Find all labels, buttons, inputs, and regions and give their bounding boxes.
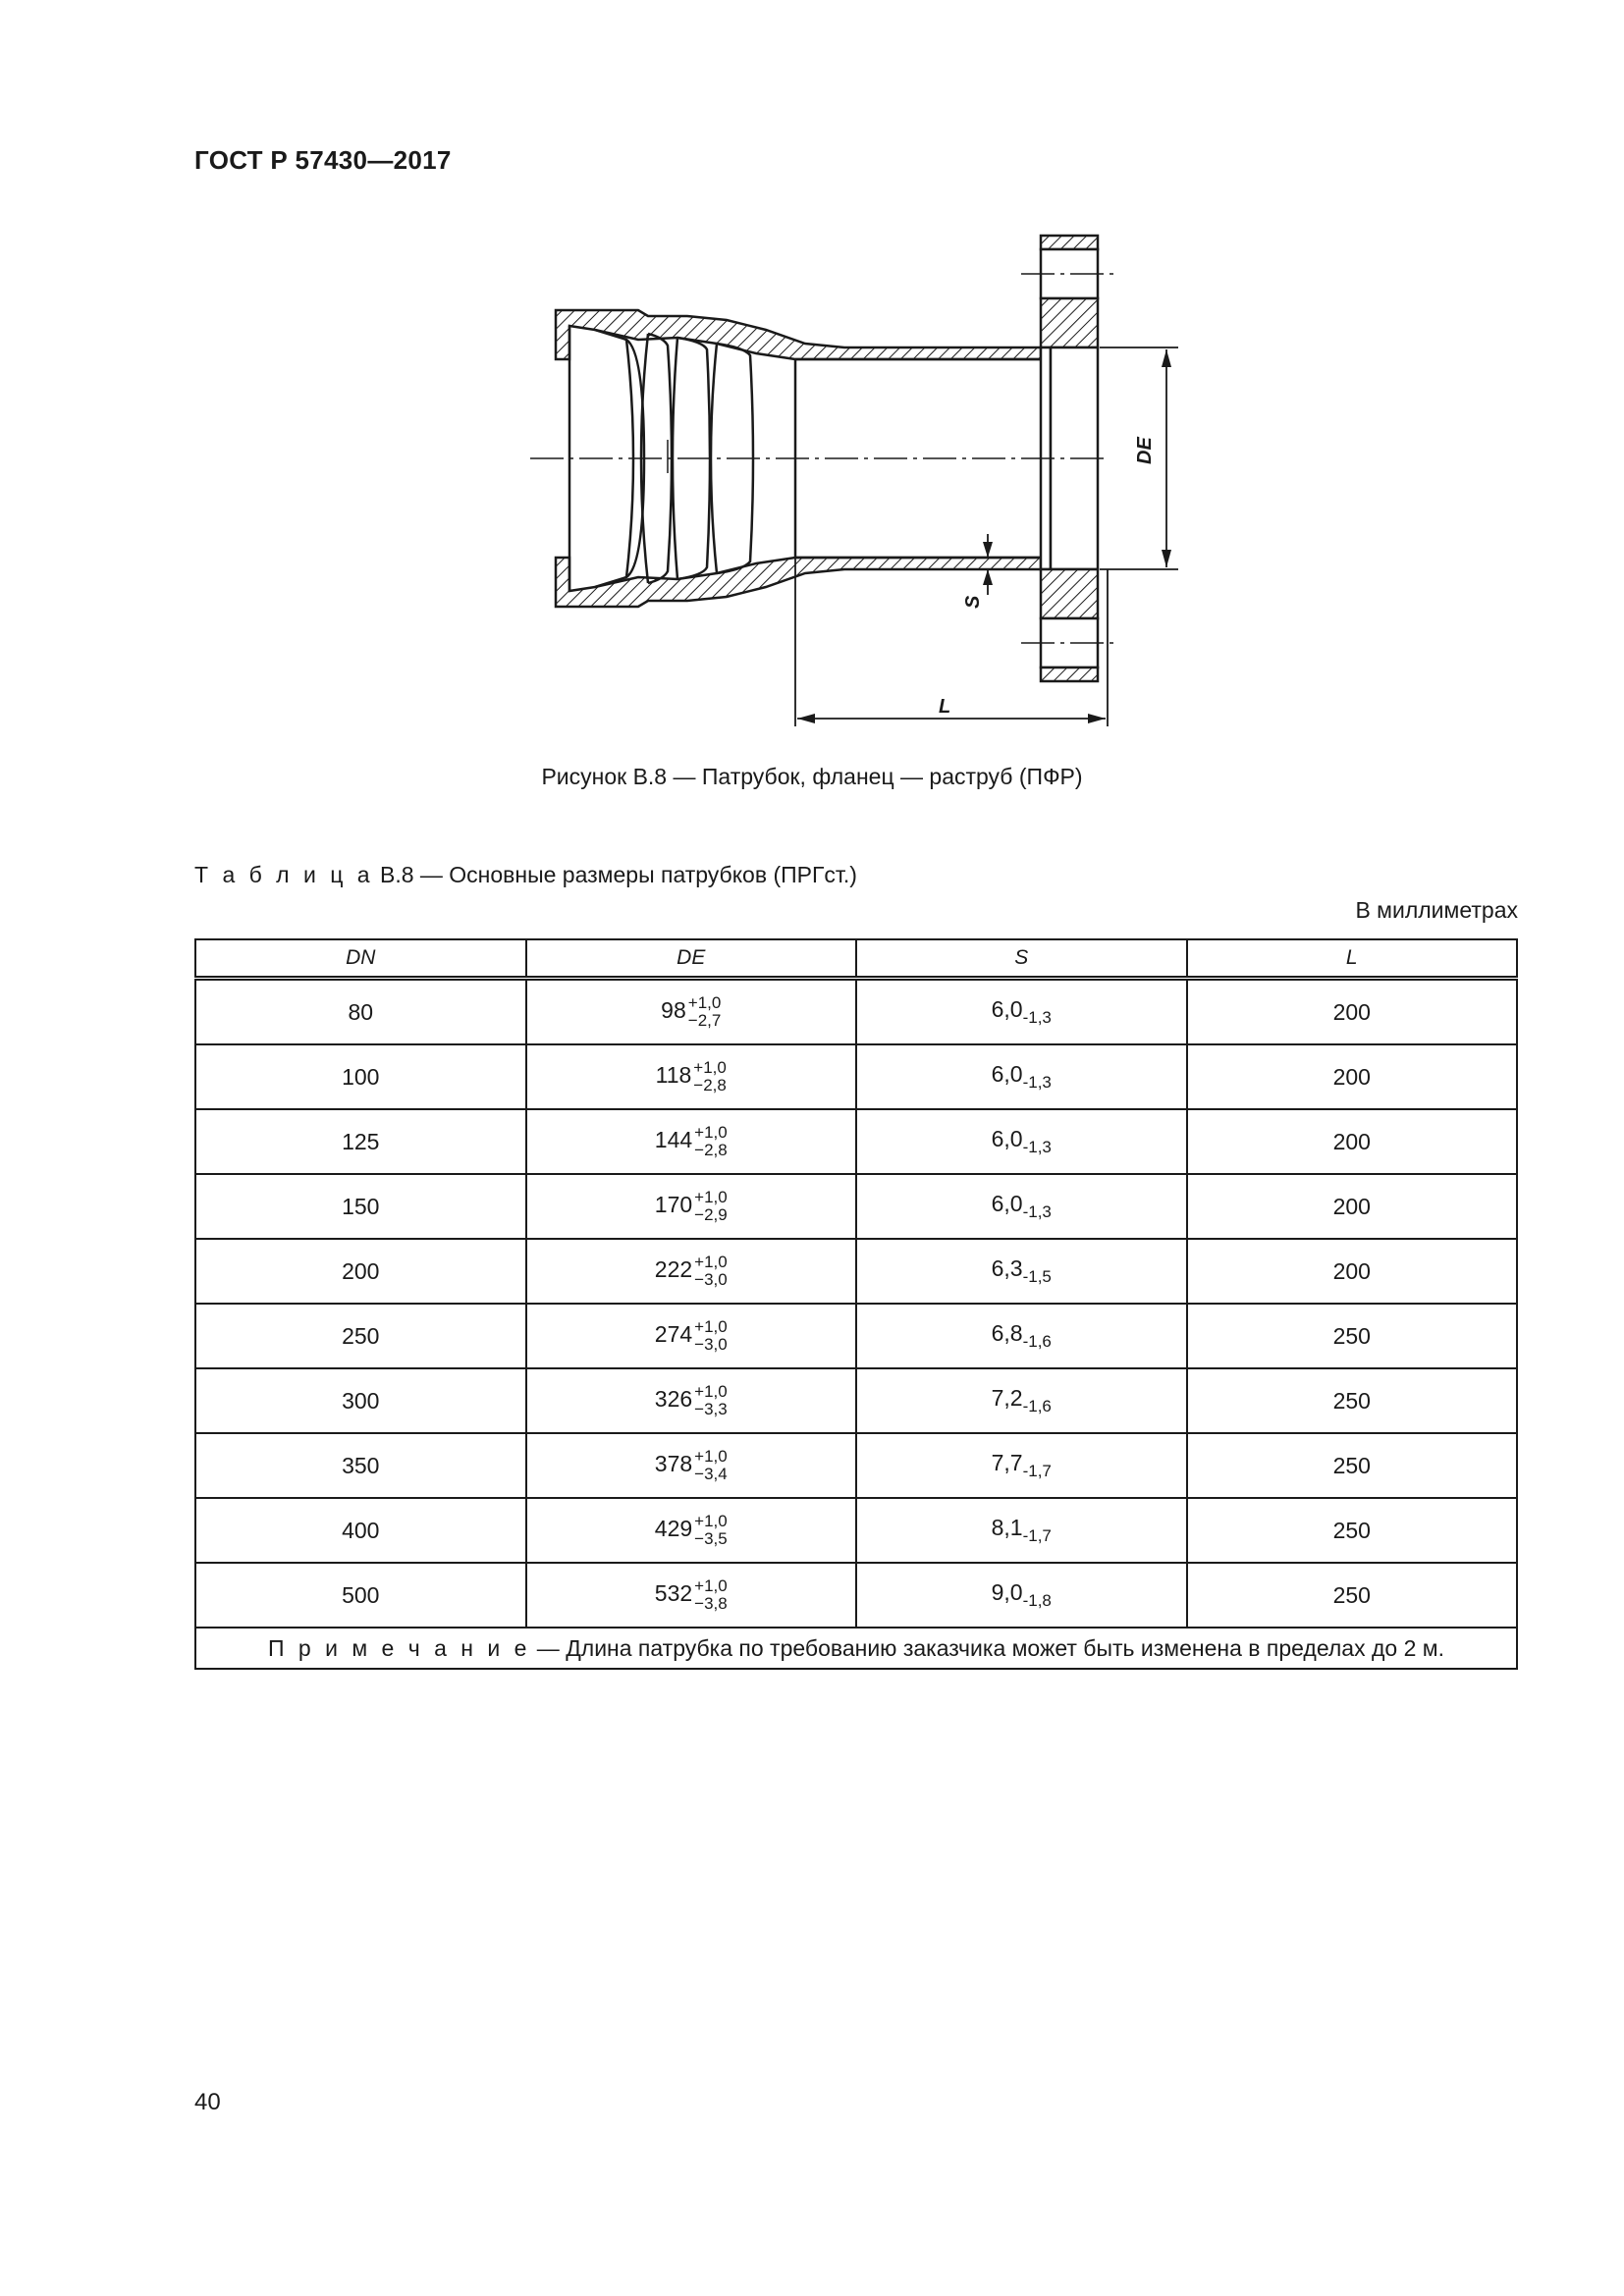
note-label: П р и м е ч а н и е	[268, 1634, 531, 1661]
de-tolerance	[694, 1383, 728, 1418]
cell-l: 200	[1187, 1174, 1518, 1239]
s-tolerance: -1,8	[1022, 1591, 1052, 1610]
s-value: 6,0	[991, 1191, 1023, 1216]
s-tolerance: -1,5	[1022, 1267, 1052, 1286]
de-lower-deviation: −2,8	[694, 1141, 728, 1159]
de-lower-deviation: −2,9	[694, 1205, 728, 1224]
dimensions-table	[194, 938, 1518, 1670]
de-upper-deviation: +1,0	[694, 1382, 728, 1401]
de-upper-deviation: +1,0	[694, 1447, 728, 1466]
cell-s	[856, 1563, 1187, 1628]
s-value: 6,3	[991, 1255, 1023, 1281]
cell-s	[856, 1433, 1187, 1498]
table-row	[195, 979, 1517, 1045]
de-lower-deviation: −3,4	[694, 1465, 728, 1483]
de-value: 98	[661, 997, 686, 1024]
de-lower-deviation: −3,3	[694, 1400, 728, 1418]
figure-caption: Рисунок В.8 — Патрубок, фланец — раструб (ПФР)	[541, 764, 1083, 789]
de-value: 532	[654, 1580, 693, 1607]
s-value: 6,0	[991, 1126, 1023, 1151]
de-tolerance	[694, 1254, 728, 1289]
de-lower-deviation: −3,8	[694, 1594, 728, 1613]
cell-dn: 350	[195, 1433, 526, 1498]
cell-dn: 150	[195, 1174, 526, 1239]
cell-de	[526, 1433, 857, 1498]
cell-dn: 300	[195, 1368, 526, 1433]
table-row	[195, 1498, 1517, 1563]
cell-dn: 200	[195, 1239, 526, 1304]
cell-l: 200	[1187, 979, 1518, 1045]
s-tolerance: -1,7	[1022, 1526, 1052, 1545]
table-row	[195, 1563, 1517, 1628]
de-tolerance	[694, 1577, 728, 1613]
de-lower-deviation: −2,8	[693, 1076, 727, 1095]
s-tolerance: -1,3	[1022, 1008, 1052, 1027]
de-value: 222	[654, 1256, 693, 1283]
cell-dn: 100	[195, 1044, 526, 1109]
table-header-row	[195, 939, 1517, 979]
page-number: 40	[194, 2089, 221, 2115]
de-value: 429	[654, 1516, 693, 1542]
pipe-drawing	[511, 224, 1178, 734]
de-value: 170	[654, 1192, 693, 1218]
units-label: В миллиметрах	[1355, 897, 1518, 923]
table-row	[195, 1368, 1517, 1433]
de-lower-deviation: −3,0	[694, 1270, 728, 1289]
table-note	[195, 1628, 1517, 1669]
document-header: ГОСТ Р 57430—2017	[194, 145, 452, 175]
cell-l: 200	[1187, 1044, 1518, 1109]
cell-dn: 400	[195, 1498, 526, 1563]
cell-dn: 500	[195, 1563, 526, 1628]
table-title-label: Т а б л и ц а	[194, 862, 374, 887]
de-upper-deviation: +1,0	[694, 1512, 728, 1530]
cell-de	[526, 1498, 857, 1563]
label-de: DE	[1134, 437, 1156, 464]
cell-s	[856, 1304, 1187, 1368]
note-text: — Длина патрубка по требованию заказчика может быть изменена в пределах до 2 м.	[530, 1634, 1444, 1661]
de-value: 274	[654, 1321, 693, 1348]
cell-l: 250	[1187, 1433, 1518, 1498]
cell-l: 250	[1187, 1498, 1518, 1563]
de-tolerance	[694, 1513, 728, 1548]
cell-de	[526, 1368, 857, 1433]
table-title	[194, 862, 857, 888]
cell-de	[526, 1563, 857, 1628]
table-row	[195, 1044, 1517, 1109]
col-header-l: L	[1187, 939, 1518, 979]
col-header-s: S	[856, 939, 1187, 979]
cell-de	[526, 1044, 857, 1109]
s-tolerance: -1,3	[1022, 1073, 1052, 1092]
s-value: 8,1	[991, 1515, 1023, 1540]
table-title-text: В.8 — Основные размеры патрубков (ПРГст.)	[373, 862, 857, 887]
de-lower-deviation: −2,7	[687, 1011, 722, 1030]
de-value: 118	[655, 1062, 692, 1089]
cell-de	[526, 1109, 857, 1174]
de-upper-deviation: +1,0	[694, 1253, 728, 1271]
de-tolerance	[694, 1318, 728, 1354]
label-s: S	[962, 595, 984, 609]
de-tolerance	[694, 1448, 728, 1483]
s-value: 7,2	[991, 1385, 1023, 1411]
de-lower-deviation: −3,5	[694, 1529, 728, 1548]
table-row	[195, 1109, 1517, 1174]
de-value: 378	[654, 1451, 693, 1477]
de-upper-deviation: +1,0	[687, 993, 722, 1012]
de-value: 144	[654, 1127, 693, 1153]
table-row	[195, 1239, 1517, 1304]
de-upper-deviation: +1,0	[694, 1576, 728, 1595]
cell-s	[856, 1239, 1187, 1304]
col-header-de: DE	[526, 939, 857, 979]
de-upper-deviation: +1,0	[694, 1123, 728, 1142]
table-row	[195, 1304, 1517, 1368]
cell-s	[856, 1498, 1187, 1563]
s-value: 6,0	[991, 996, 1023, 1022]
de-tolerance	[693, 1059, 727, 1095]
cell-de	[526, 979, 857, 1045]
s-value: 7,7	[991, 1450, 1023, 1475]
s-value: 9,0	[991, 1579, 1023, 1605]
table-row	[195, 1433, 1517, 1498]
de-value: 326	[654, 1386, 693, 1413]
s-value: 6,8	[991, 1320, 1023, 1346]
cell-l: 200	[1187, 1239, 1518, 1304]
s-tolerance: -1,6	[1022, 1397, 1052, 1415]
cell-s	[856, 979, 1187, 1045]
cell-dn: 125	[195, 1109, 526, 1174]
de-lower-deviation: −3,0	[694, 1335, 728, 1354]
de-upper-deviation: +1,0	[694, 1317, 728, 1336]
col-header-dn: DN	[195, 939, 526, 979]
cell-s	[856, 1368, 1187, 1433]
cell-s	[856, 1174, 1187, 1239]
s-value: 6,0	[991, 1061, 1023, 1087]
cell-l: 250	[1187, 1563, 1518, 1628]
cell-de	[526, 1304, 857, 1368]
cell-dn: 80	[195, 979, 526, 1045]
s-tolerance: -1,3	[1022, 1138, 1052, 1156]
cell-de	[526, 1174, 857, 1239]
s-tolerance: -1,3	[1022, 1202, 1052, 1221]
s-tolerance: -1,6	[1022, 1332, 1052, 1351]
cell-s	[856, 1044, 1187, 1109]
cell-l: 250	[1187, 1368, 1518, 1433]
table-row	[195, 1174, 1517, 1239]
de-tolerance	[688, 994, 722, 1030]
de-tolerance	[694, 1124, 728, 1159]
label-l: L	[939, 696, 951, 718]
cell-de	[526, 1239, 857, 1304]
de-tolerance	[694, 1189, 728, 1224]
s-tolerance: -1,7	[1022, 1462, 1052, 1480]
de-upper-deviation: +1,0	[694, 1188, 728, 1206]
cell-l: 200	[1187, 1109, 1518, 1174]
cell-s	[856, 1109, 1187, 1174]
de-upper-deviation: +1,0	[693, 1058, 727, 1077]
cell-l: 250	[1187, 1304, 1518, 1368]
cell-dn: 250	[195, 1304, 526, 1368]
